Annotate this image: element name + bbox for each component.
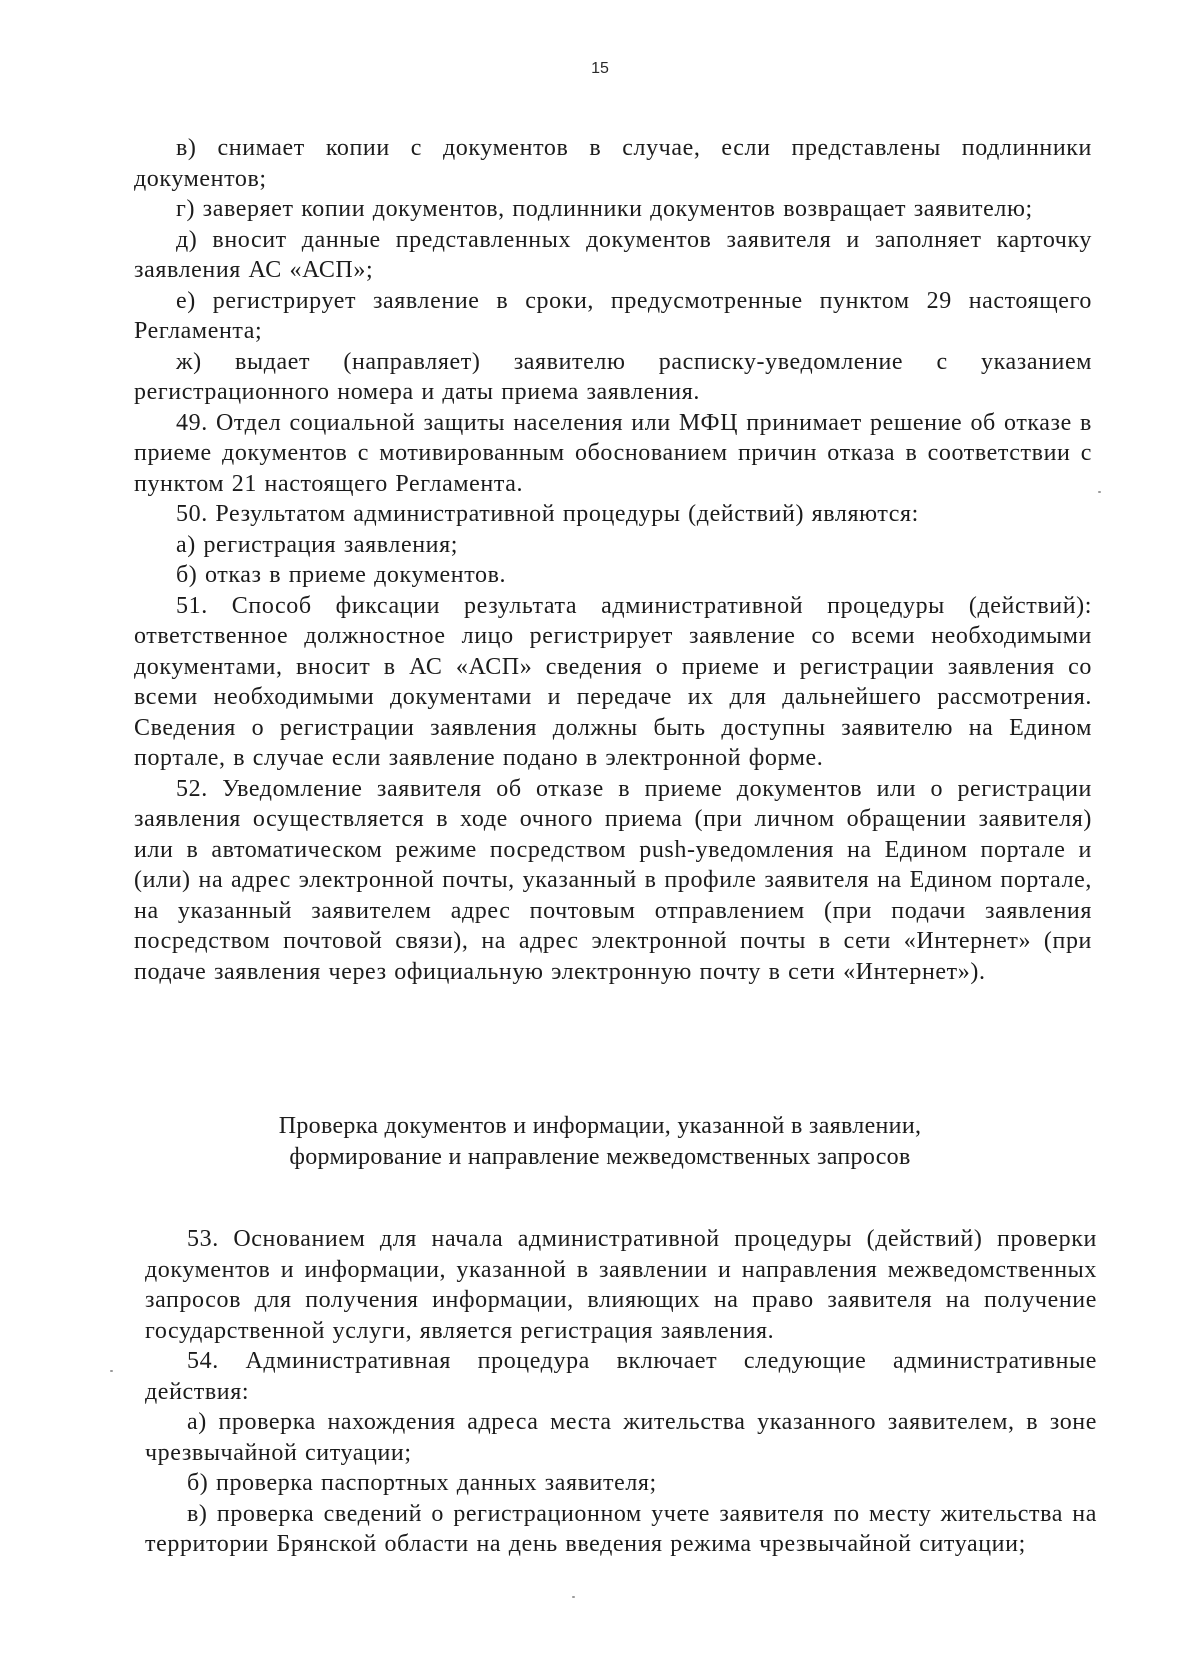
text-block-upper — [134, 133, 1092, 987]
paragraph-g-certifies: г) заверяет копии документов, подлинники документов возвращает заявителю; — [176, 196, 1033, 222]
paragraph-50: 50. Результатом административной процедуры (действий) являются: — [176, 501, 919, 527]
section-heading — [0, 1111, 1200, 1173]
paragraph-e-registers: е) регистрирует заявление в сроки, предусмотренные пунктом 29 настоящего Регламента; — [134, 287, 1092, 344]
paragraph-d-enters-data: д) вносит данные представленных документов заявителя и заполняет карточку заявления АС «АСП»; — [134, 226, 1092, 283]
paragraph-51: 51. Способ фиксации результата административной процедуры (действий): ответственное должностное лицо регистрирует заявление со всеми необходимыми документами, вносит в АС «АСП» сведения о приеме и регистрации заявления со всеми необходимыми документами и передаче их для дальнейшего рассмотрения. Сведения о регистрации заявления должны быть доступны заявителю на Едином портале, в случае если заявление подано в электронной форме. — [134, 592, 1092, 771]
scan-speck — [110, 1370, 113, 1372]
section-heading-line-1: Проверка документов и информации, указанной в заявлении, — [278, 1113, 922, 1139]
paragraph-54-b: б) проверка паспортных данных заявителя; — [187, 1470, 657, 1496]
paragraph-50-a: а) регистрация заявления; — [176, 531, 459, 558]
paragraph-zh-issues-receipt: ж) выдает (направляет) заявителю расписку-уведомление с указанием регистрационного номера и даты приема заявления. — [134, 348, 1092, 405]
paragraph-53: 53. Основанием для начала административной процедуры (действий) проверки документов и информации, указанной в заявлении и направления межведомственных запросов для получения информации, влияющих на право заявителя на получение государственной услуги, является регистрация заявления. — [145, 1226, 1097, 1344]
paragraph-54: 54. Административная процедура включает следующие административные действия: — [145, 1348, 1097, 1405]
paragraph-49: 49. Отдел социальной защиты населения или МФЦ принимает решение об отказе в приеме документов с мотивированным обоснованием причин отказа в соответствии с пунктом 21 настоящего Регламента. — [134, 409, 1092, 497]
paragraph-50-b: б) отказ в приеме документов. — [176, 562, 507, 588]
paragraph-54-a: а) проверка нахождения адреса места жительства указанного заявителем, в зоне чрезвычайной ситуации; — [145, 1409, 1097, 1466]
text-block-lower — [145, 1224, 1097, 1560]
section-heading-line-2: формирование и направление межведомственных запросов — [289, 1144, 911, 1170]
paragraph-v-copies: в) снимает копии с документов в случае, если представлены подлинники документов; — [134, 135, 1092, 192]
paragraph-54-v: в) проверка сведений о регистрационном учете заявителя по месту жительства на территории Брянской области на день введения режима чрезвычайной ситуации; — [145, 1500, 1097, 1557]
paragraph-52: 52. Уведомление заявителя об отказе в приеме документов или о регистрации заявления осуществляется в ходе очного приема (при личном обращении заявителя) или в автоматическом режиме посредством push-уведомления на Едином портале и (или) на адрес электронной почты, указанный в профиле заявителя на Едином портале, на указанный заявителем адрес почтовым отправлением (при подачи заявления посредством почтовой связи), на адрес электронной почты в сети «Интернет» (при подаче заявления через официальную электронную почту в сети «Интернет»). — [134, 775, 1092, 985]
page-number: 15 — [591, 60, 609, 77]
scan-speck — [1098, 491, 1101, 493]
scan-speck — [572, 1596, 575, 1598]
